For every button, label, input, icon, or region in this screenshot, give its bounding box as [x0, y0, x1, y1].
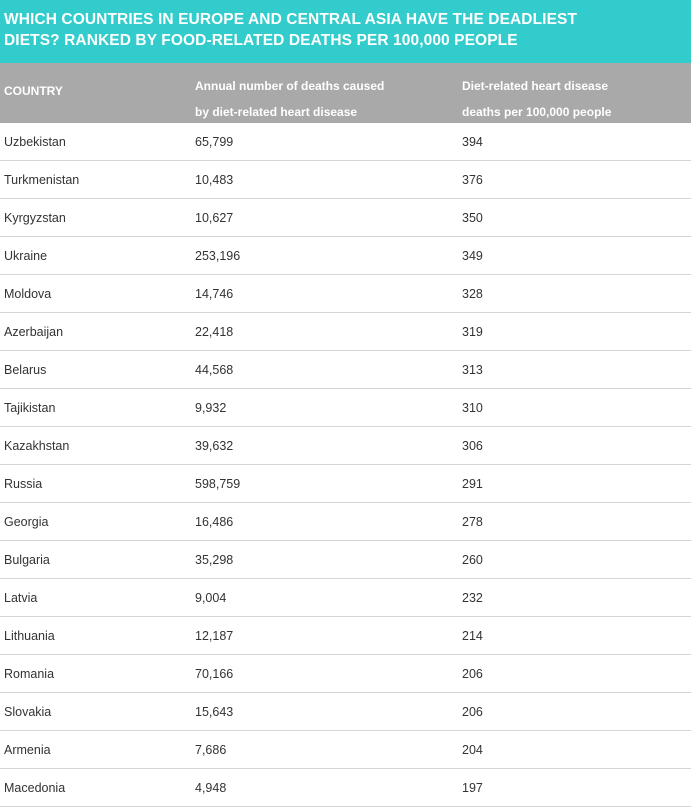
column-header-deaths-per-100k-line-1: Diet-related heart disease: [462, 79, 609, 93]
cell-deaths-per-100k: 394: [462, 135, 483, 149]
table-row: [0, 769, 691, 807]
cell-annual-deaths: 10,483: [195, 173, 234, 187]
cell-deaths-per-100k: 204: [462, 743, 483, 757]
cell-deaths-per-100k: 313: [462, 363, 483, 377]
table-row: [0, 655, 691, 693]
cell-country: Azerbaijan: [4, 325, 64, 339]
cell-country: Lithuania: [4, 629, 55, 643]
column-header-country: COUNTRY: [4, 84, 63, 98]
table-row: [0, 313, 691, 351]
cell-annual-deaths: 9,004: [195, 591, 227, 605]
column-header-deaths-per-100k: [462, 73, 611, 125]
cell-country: Belarus: [4, 363, 47, 377]
table-header-row: [0, 63, 691, 123]
table-row: [0, 503, 691, 541]
table-title-line-2: DIETS? RANKED BY FOOD-RELATED DEATHS PER 100,000 PEOPLE: [4, 32, 518, 49]
cell-annual-deaths: 7,686: [195, 743, 227, 757]
cell-deaths-per-100k: 206: [462, 705, 483, 719]
cell-deaths-per-100k: 350: [462, 211, 483, 225]
cell-country: Macedonia: [4, 781, 66, 795]
column-header-annual-deaths-line-1: Annual number of deaths caused: [195, 79, 385, 93]
cell-deaths-per-100k: 278: [462, 515, 483, 529]
cell-country: Turkmenistan: [4, 173, 80, 187]
column-header-annual-deaths: [195, 73, 384, 125]
column-header-deaths-per-100k-line-2: deaths per 100,000 people: [462, 105, 612, 119]
table-row: [0, 123, 691, 161]
cell-deaths-per-100k: 260: [462, 553, 483, 567]
cell-annual-deaths: 9,932: [195, 401, 227, 415]
cell-country: Latvia: [4, 591, 38, 605]
column-header-annual-deaths-line-2: by diet-related heart disease: [195, 105, 358, 119]
table-row: [0, 161, 691, 199]
table-row: [0, 237, 691, 275]
table-row: [0, 617, 691, 655]
cell-annual-deaths: 22,418: [195, 325, 234, 339]
cell-annual-deaths: 598,759: [195, 477, 241, 491]
cell-country: Russia: [4, 477, 43, 491]
cell-annual-deaths: 70,166: [195, 667, 234, 681]
cell-country: Armenia: [4, 743, 51, 757]
cell-country: Tajikistan: [4, 401, 56, 415]
cell-annual-deaths: 65,799: [195, 135, 234, 149]
cell-country: Romania: [4, 667, 55, 681]
cell-annual-deaths: 12,187: [195, 629, 234, 643]
cell-country: Ukraine: [4, 249, 48, 263]
cell-deaths-per-100k: 232: [462, 591, 483, 605]
cell-deaths-per-100k: 319: [462, 325, 483, 339]
cell-annual-deaths: 44,568: [195, 363, 234, 377]
cell-annual-deaths: 253,196: [195, 249, 241, 263]
table-row: [0, 579, 691, 617]
cell-annual-deaths: 14,746: [195, 287, 234, 301]
cell-country: Moldova: [4, 287, 52, 301]
cell-deaths-per-100k: 376: [462, 173, 483, 187]
table-row: [0, 427, 691, 465]
cell-deaths-per-100k: 214: [462, 629, 483, 643]
table-row: [0, 351, 691, 389]
table-row: [0, 541, 691, 579]
cell-deaths-per-100k: 328: [462, 287, 483, 301]
table-title: [0, 0, 691, 63]
cell-deaths-per-100k: 306: [462, 439, 483, 453]
table-row: [0, 731, 691, 769]
cell-country: Uzbekistan: [4, 135, 66, 149]
cell-annual-deaths: 35,298: [195, 553, 234, 567]
cell-annual-deaths: 15,643: [195, 705, 234, 719]
cell-deaths-per-100k: 310: [462, 401, 483, 415]
table-row: [0, 389, 691, 427]
table-title-line-1: WHICH COUNTRIES IN EUROPE AND CENTRAL ASIA HAVE THE DEADLIEST: [4, 11, 578, 28]
cell-deaths-per-100k: 197: [462, 781, 483, 795]
cell-country: Georgia: [4, 515, 49, 529]
cell-country: Kyrgyzstan: [4, 211, 66, 225]
cell-annual-deaths: 10,627: [195, 211, 234, 225]
cell-country: Kazakhstan: [4, 439, 70, 453]
cell-country: Slovakia: [4, 705, 52, 719]
table-body: [0, 123, 691, 807]
cell-deaths-per-100k: 291: [462, 477, 483, 491]
cell-annual-deaths: 39,632: [195, 439, 234, 453]
cell-deaths-per-100k: 206: [462, 667, 483, 681]
cell-annual-deaths: 16,486: [195, 515, 234, 529]
table-row: [0, 275, 691, 313]
cell-deaths-per-100k: 349: [462, 249, 483, 263]
table-row: [0, 199, 691, 237]
table-row: [0, 693, 691, 731]
cell-annual-deaths: 4,948: [195, 781, 227, 795]
cell-country: Bulgaria: [4, 553, 50, 567]
table-row: [0, 465, 691, 503]
